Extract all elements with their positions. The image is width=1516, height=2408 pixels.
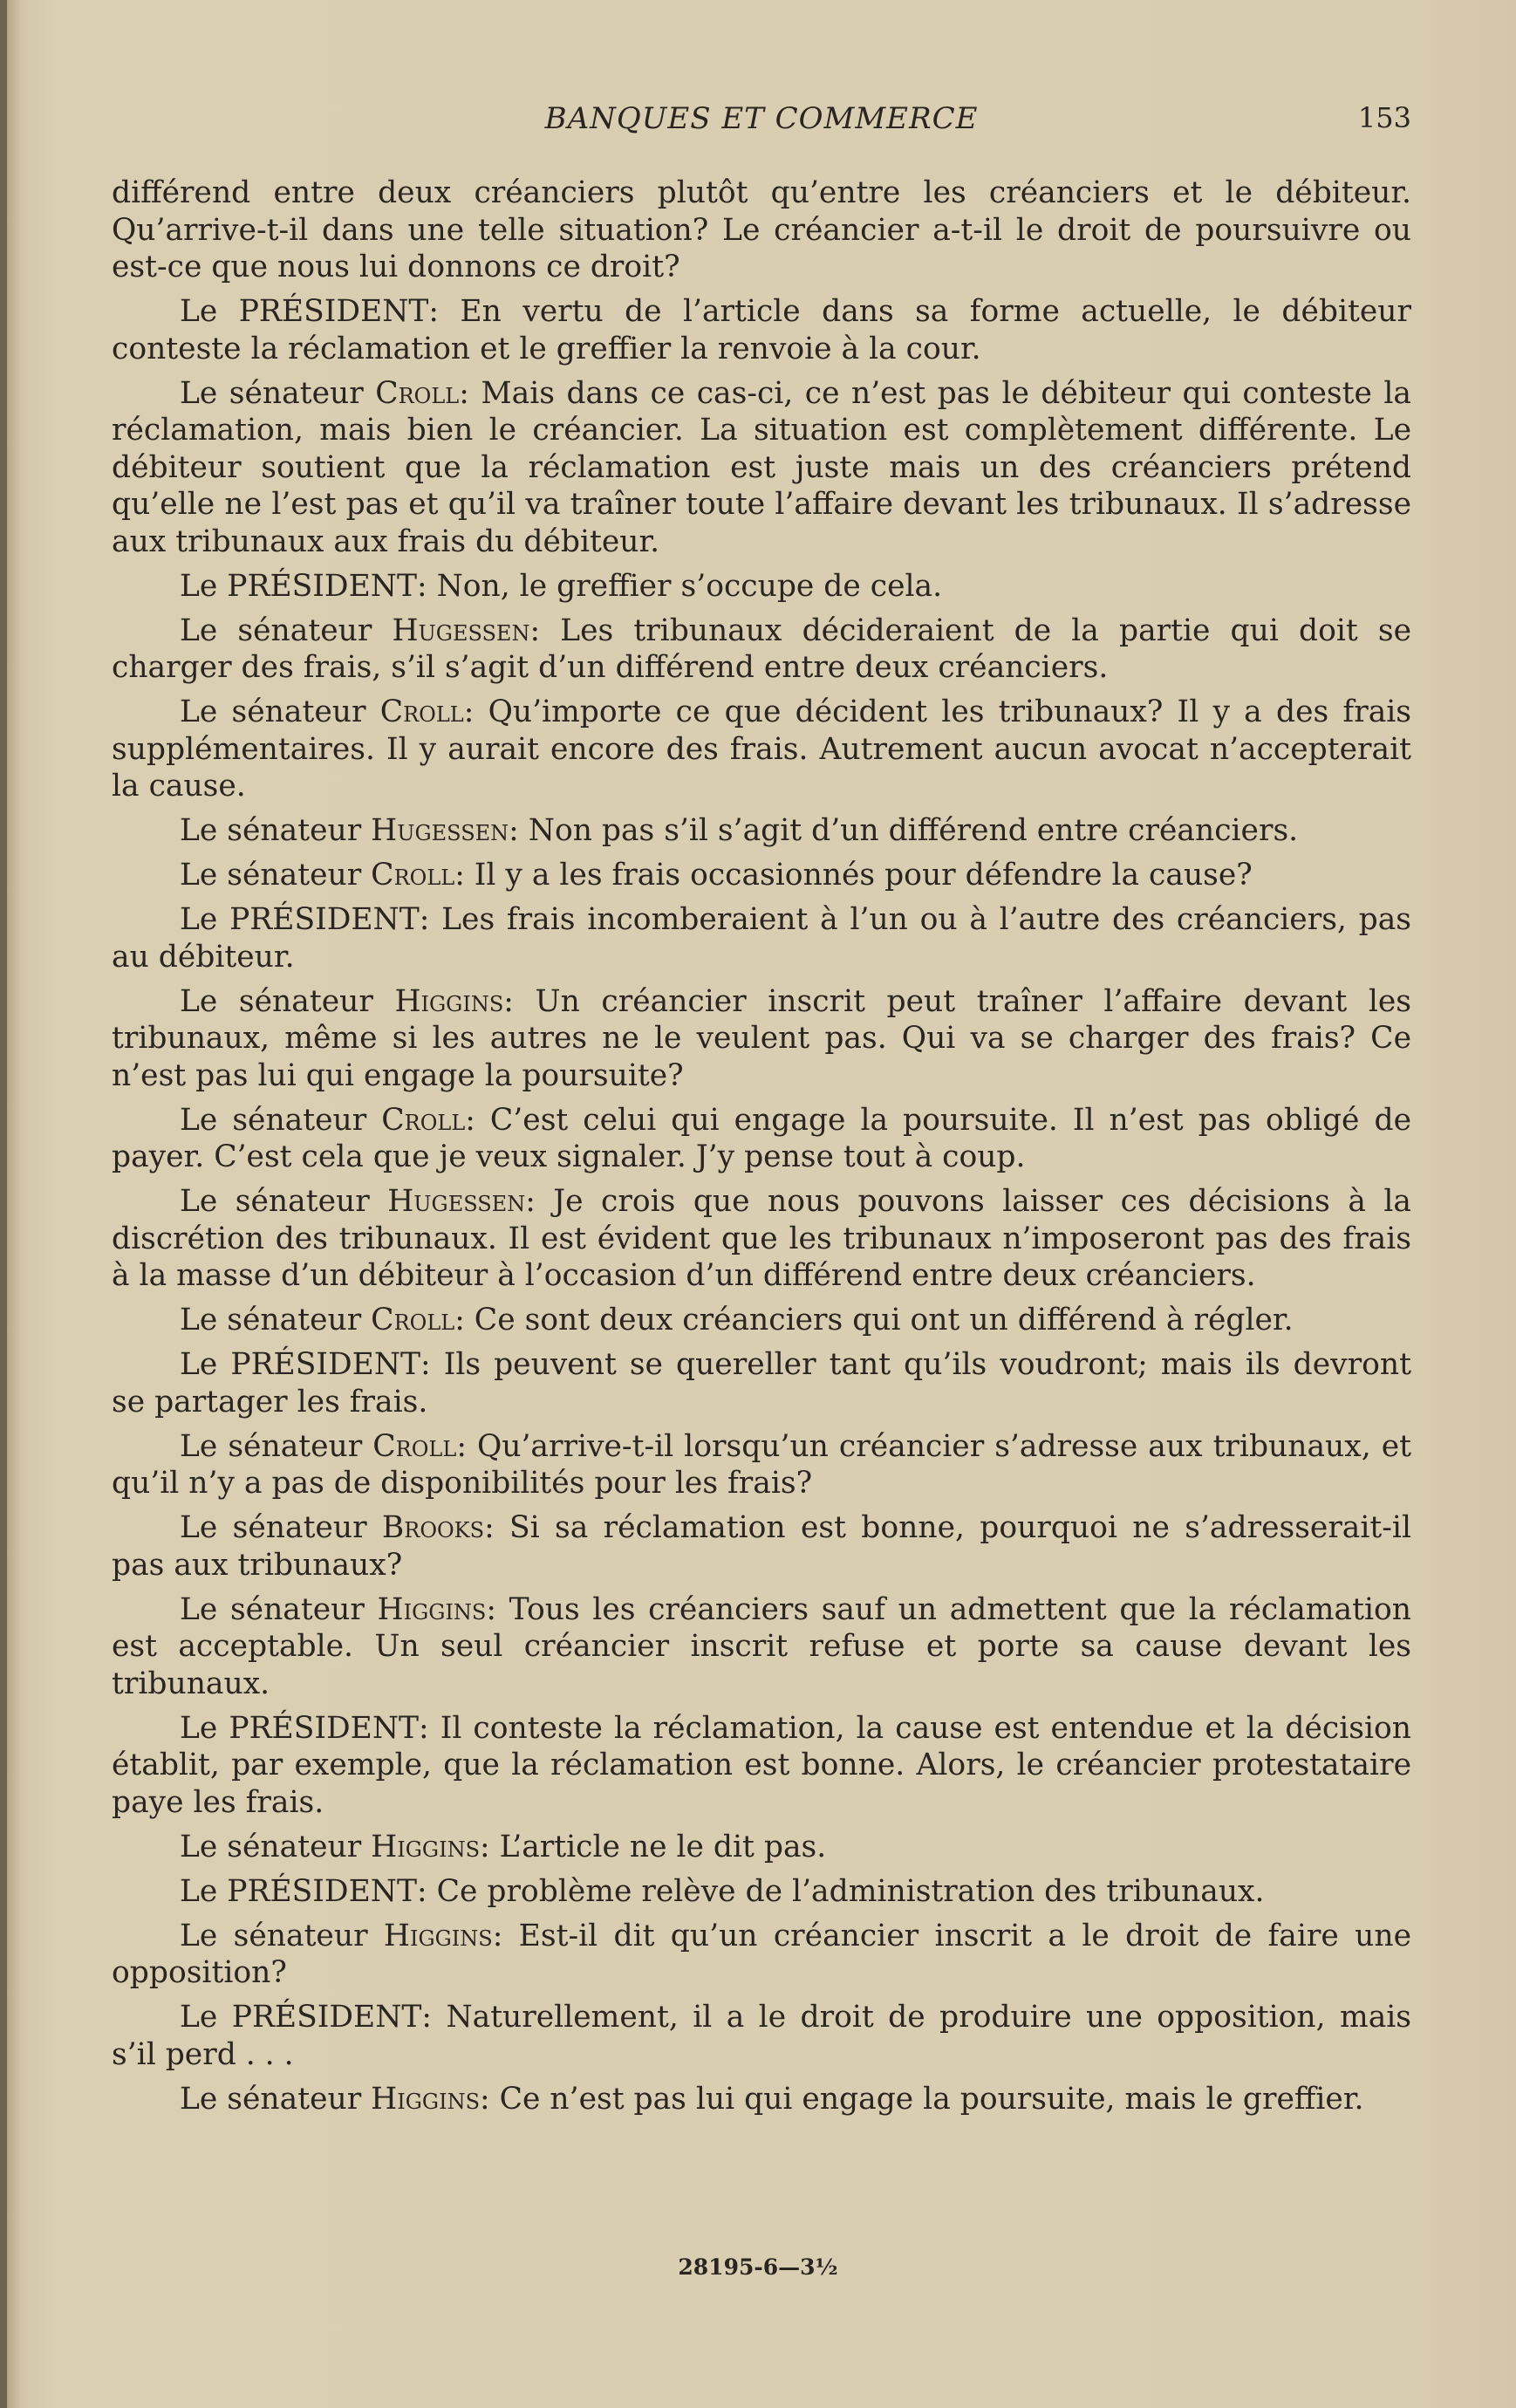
paragraph-text: : Qu’importe ce que décident les tribunaux? Il y a des frais supplémentaires. Il y aurait encore des frais. Autrement aucun avocat n’accepterait la cause.: [112, 694, 1411, 804]
speaker-name: Hugessen: [371, 813, 509, 848]
transcript-paragraph: [112, 2081, 1411, 2118]
paragraph-text: : En vertu de l’article dans sa forme actuelle, le débiteur conteste la réclamation et le greffier la renvoie à la cour.: [112, 294, 1411, 366]
page-header: [112, 101, 1411, 145]
speaker-name: PRÉSIDENT: [231, 2000, 422, 2035]
paragraph-text: : Tous les créanciers sauf un admettent que la réclamation est acceptable. Un seul créancier inscrit refuse et porte sa cause devant les tribunaux.: [112, 1591, 1411, 1701]
transcript-paragraph: [112, 1999, 1411, 2073]
paragraph-text: : Un créancier inscrit peut traîner l’affaire devant les tribunaux, même si les autres ne le veulent pas. Qui va se charger des frais? Ce n’est pas lui qui engage la poursuite?: [112, 983, 1411, 1093]
speaker-prefix: Le sénateur: [180, 813, 372, 848]
speaker-prefix: Le sénateur: [180, 983, 395, 1019]
transcript-paragraph: [112, 1710, 1411, 1822]
paragraph-text: : Naturellement, il a le droit de produire une opposition, mais s’il perd . . .: [112, 2000, 1411, 2072]
speaker-name: Higgins: [394, 983, 504, 1019]
paragraph-text: : Ils peuvent se quereller tant qu’ils voudront; mais ils devront se partager les frais.: [112, 1347, 1411, 1419]
paragraph-text: : Qu’arrive-t-il lorsqu’un créancier s’adresse aux tribunaux, et qu’il n’y a pas de disponibilités pour les frais?: [112, 1428, 1411, 1501]
speaker-prefix: Le: [180, 2000, 232, 2035]
transcript-paragraph: [112, 1829, 1411, 1866]
speaker-prefix: Le sénateur: [180, 1510, 382, 1545]
speaker-prefix: Le sénateur: [180, 1303, 372, 1337]
speaker-prefix: Le sénateur: [180, 1591, 378, 1627]
paragraph-text: : Est-il dit qu’un créancier inscrit a le droit de faire une opposition?: [112, 1918, 1411, 1990]
paragraph-text: : L’article ne le dit pas.: [480, 1829, 827, 1864]
speaker-name: Croll: [375, 375, 460, 411]
speaker-name: PRÉSIDENT: [230, 1347, 421, 1382]
transcript-paragraph: [112, 293, 1411, 367]
speaker-prefix: Le sénateur: [180, 858, 372, 893]
paragraph-text: : Non, le greffier s’occupe de cela.: [416, 568, 943, 604]
paragraph-text: : Les frais incomberaient à l’un ou à l’autre des créanciers, pas au débiteur.: [112, 902, 1411, 975]
transcript-paragraph: [112, 1873, 1411, 1911]
speaker-name: Croll: [371, 1303, 455, 1337]
speaker-name: Croll: [381, 1102, 466, 1138]
paragraph-text: : Je crois que nous pouvons laisser ces décisions à la discrétion des tribunaux. Il est évident que les tribunaux n’imposeront pas des frais à la masse d’un débiteur à l’occasion d’un différend entre deux créanciers.: [112, 1184, 1411, 1293]
paragraph-text: : Ce sont deux créanciers qui ont un différend à régler.: [454, 1303, 1294, 1337]
speaker-name: PRÉSIDENT: [227, 1873, 417, 1909]
speaker-name: Hugessen: [387, 1184, 526, 1219]
paragraph-text: différend entre deux créanciers plutôt qu’entre les créanciers et le débiteur. Qu’arrive-t-il dans une telle situation? Le créancier a-t-il le droit de poursuivre ou est-ce que nous lui donnons ce droit?: [112, 175, 1411, 284]
speaker-name: Higgins: [377, 1591, 487, 1627]
speaker-prefix: Le: [180, 1347, 231, 1382]
speaker-name: PRÉSIDENT: [229, 902, 420, 937]
transcript-paragraph: [112, 1918, 1411, 1992]
speaker-name: Higgins: [371, 1829, 481, 1864]
speaker-prefix: Le sénateur: [180, 375, 376, 411]
speaker-name: Higgins: [383, 1918, 493, 1953]
transcript-paragraph: [112, 1591, 1411, 1703]
transcript-paragraph: [112, 375, 1411, 561]
transcript-paragraph: [112, 983, 1411, 1095]
paragraph-text: : Si sa réclamation est bonne, pourquoi ne s’adresserait-il pas aux tribunaux?: [112, 1510, 1411, 1583]
book-spine-shadow: [0, 0, 7, 2408]
speaker-name: PRÉSIDENT: [229, 1710, 420, 1746]
speaker-name: Croll: [372, 1428, 457, 1464]
speaker-name: Higgins: [371, 2081, 481, 2117]
transcript-paragraph: [112, 812, 1411, 850]
transcript-paragraph: [112, 1183, 1411, 1295]
paragraph-text: : Il y a les frais occasionnés pour défendre la cause?: [454, 858, 1253, 893]
speaker-prefix: Le sénateur: [180, 612, 393, 648]
speaker-prefix: Le sénateur: [180, 1829, 372, 1864]
speaker-prefix: Le: [180, 294, 239, 329]
running-head: BANQUES ET COMMERCE: [544, 101, 979, 136]
paragraph-text: : C’est celui qui engage la poursuite. Il n’est pas obligé de payer. C’est cela que je veux signaler. J’y pense tout à coup.: [112, 1102, 1411, 1174]
speaker-prefix: Le: [180, 568, 228, 604]
transcript-paragraph: [112, 568, 1411, 605]
transcript-paragraph: [112, 694, 1411, 805]
speaker-prefix: Le: [180, 902, 230, 937]
speaker-name: PRÉSIDENT: [227, 568, 417, 604]
speaker-name: PRÉSIDENT: [238, 294, 429, 329]
transcript-paragraph: [112, 612, 1411, 687]
transcript-paragraph: [112, 901, 1411, 975]
speaker-name: Hugessen: [392, 612, 530, 648]
speaker-name: Brooks: [381, 1510, 485, 1545]
transcript-paragraph: [112, 857, 1411, 894]
speaker-prefix: Le sénateur: [180, 1184, 388, 1219]
transcript-paragraph: [112, 174, 1411, 286]
speaker-name: Croll: [379, 694, 464, 729]
speaker-prefix: Le sénateur: [180, 1918, 384, 1953]
speaker-prefix: Le: [180, 1710, 229, 1746]
paragraph-text: : Ce problème relève de l’administration des tribunaux.: [416, 1873, 1265, 1909]
paragraph-text: : Mais dans ce cas-ci, ce n’est pas le débiteur qui conteste la réclamation, mais bien le créancier. La situation est complètement différente. Le débiteur soutient que la réclamation est juste mais un des créanciers prétend qu’elle ne l’est pas et qu’il va traîner toute l’affaire devant les tribunaux. Il s’adresse aux tribunaux aux frais du débiteur.: [112, 375, 1411, 559]
printer-signature: 28195-6—3½: [678, 2254, 838, 2280]
paragraph-text: : Ce n’est pas lui qui engage la poursuite, mais le greffier.: [480, 2081, 1364, 2117]
transcript-body: [112, 174, 1411, 2125]
transcript-paragraph: [112, 1102, 1411, 1176]
speaker-prefix: Le sénateur: [180, 694, 380, 729]
speaker-prefix: Le sénateur: [180, 2081, 372, 2117]
speaker-prefix: Le: [180, 1873, 228, 1909]
page-number: 153: [1357, 101, 1411, 134]
speaker-name: Croll: [371, 858, 455, 893]
transcript-paragraph: [112, 1302, 1411, 1339]
paragraph-text: : Non pas s’il s’agit d’un différend entre créanciers.: [509, 813, 1299, 848]
transcript-paragraph: [112, 1509, 1411, 1584]
paragraph-text: : Il conteste la réclamation, la cause est entendue et la décision établit, par exemple, que la réclamation est bonne. Alors, le créancier protestataire paye les frais.: [112, 1710, 1411, 1820]
transcript-paragraph: [112, 1346, 1411, 1420]
paragraph-text: : Les tribunaux décideraient de la partie qui doit se charger des frais, s’il s’agit d’un différend entre deux créanciers.: [112, 612, 1411, 685]
transcript-paragraph: [112, 1428, 1411, 1502]
speaker-prefix: Le sénateur: [180, 1428, 373, 1464]
speaker-prefix: Le sénateur: [180, 1102, 382, 1138]
